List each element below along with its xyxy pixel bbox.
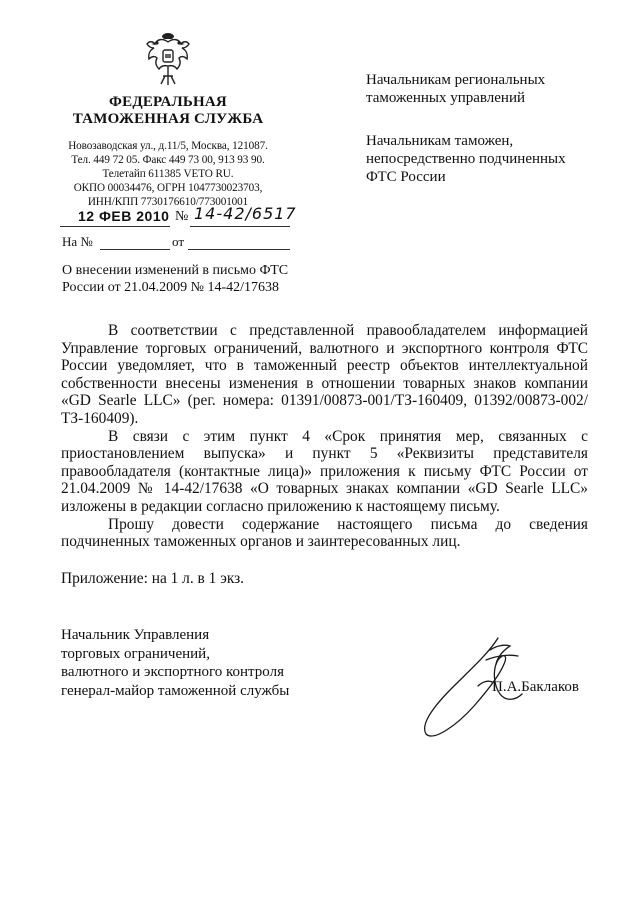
subject-line2: России от 21.04.2009 № 14-42/17638 (62, 280, 280, 295)
subject-line1: О внесении изменений в письмо ФТС (62, 263, 289, 278)
signatory-position (61, 626, 289, 700)
number-underline (190, 226, 290, 227)
signatory-line: Начальник Управления (61, 627, 210, 643)
signatory-line: торговых ограничений, (61, 645, 210, 662)
reference-number-label: На № (62, 234, 93, 249)
addressee-line: непосредственно подчиненных (366, 151, 566, 167)
registration-date: 12 ФЕВ 2010 (78, 208, 170, 224)
body-paragraph-1: В соответствии с представленной правообладателем информацией Управление торговых ограничений, валютного и экспортного контроля ФТС России уведомляет, что в таможенный реестр объектов интеллектуальной собственности внесены изменения в отношении товарных знаков компании «GD Searle LLC» (рег. номера: 01391/00873-001/ТЗ-160409, 01392/00873-002/ТЗ-160409). (61, 322, 588, 427)
reference-number-blank (100, 249, 170, 250)
addressee-line: Начальникам таможен, (366, 133, 514, 149)
reference-from-label: от (172, 234, 185, 249)
sender-teletype: Телетайп 611385 VETO RU. (102, 168, 234, 180)
attachment-note: Приложение: на 1 л. в 1 экз. (61, 570, 245, 587)
body-paragraph-3: Прошу довести содержание настоящего письма до сведения подчиненных таможенных органов и заинтересованных лиц. (61, 515, 588, 551)
letter-body (61, 322, 588, 551)
date-underline (60, 226, 170, 227)
body-paragraph-2: В связи с этим пункт 4 «Срок принятия мер, связанных с приостановлением выпуска» и пункт 5 «Реквизиты представителя правообладателя (контактные лица)» приложения к письму ФТС России от 21.04.2009 № 14-42/17638 «О товарных знаках компании «GD Searle LLC» изложены в редакции согласно приложению к настоящему письму. (61, 427, 588, 515)
addressee-line: таможенных управлений (366, 90, 526, 106)
signer-name: П.А.Баклаков (492, 679, 579, 695)
addressee-line: Начальникам региональных (366, 72, 546, 88)
signatory-line: валютного и экспортного контроля (61, 664, 284, 680)
coat-of-arms-icon (143, 32, 193, 88)
addressee-regional-directorates (366, 71, 606, 107)
signatory-line: генерал-майор таможенной службы (61, 682, 290, 699)
sender-address: Новозаводская ул., д.11/5, Москва, 121087. (68, 140, 268, 152)
letter-subject (62, 262, 322, 296)
org-name-line2: ТАМОЖЕННАЯ СЛУЖБА (72, 111, 264, 127)
registration-number: 14-42/6517 (194, 204, 297, 223)
reference-date-blank (188, 249, 290, 250)
addressee-line: ФТС России (366, 169, 446, 185)
registration-number-sign: № (175, 209, 189, 224)
sender-inn-kpp: ИНН/КПП 7730176610/773001001 (87, 196, 249, 208)
org-name-line1: ФЕДЕРАЛЬНАЯ (109, 94, 227, 110)
sender-okpo-ogrn: ОКПО 00034476, ОГРН 1047730023703, (73, 182, 263, 194)
addressee-customs-heads (366, 132, 606, 186)
sender-phones: Тел. 449 72 05. Факс 449 73 00, 913 93 90. (71, 154, 265, 166)
